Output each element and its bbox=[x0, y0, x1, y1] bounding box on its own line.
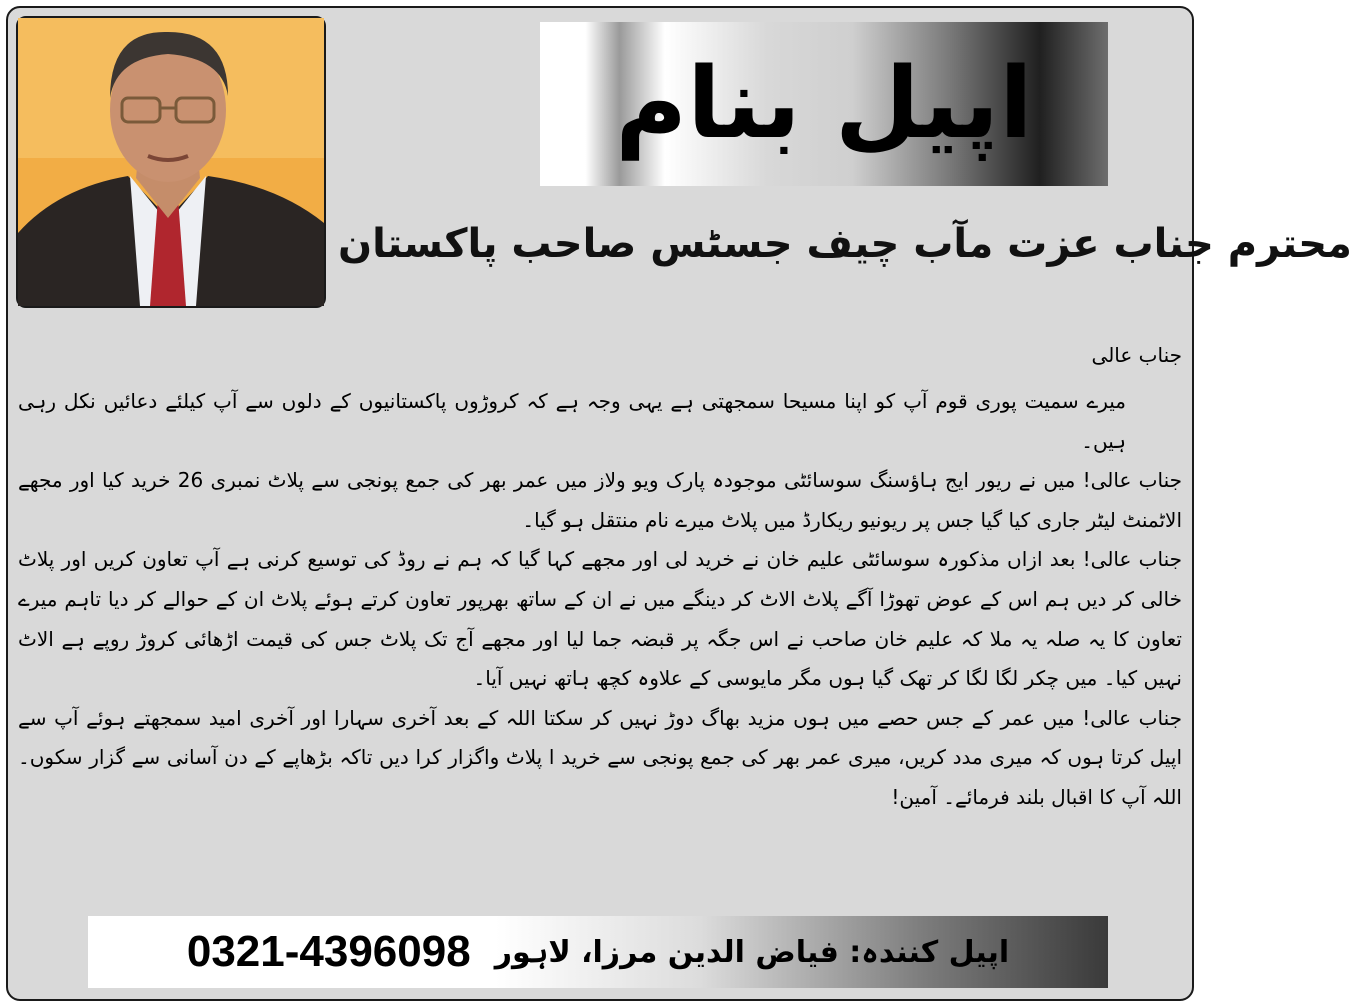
paragraph-4: جناب عالی! میں عمر کے جس حصے میں ہوں مزید بھاگ دوڑ نہیں کر سکتا اللہ کے بعد آخری سہارا اور آخری امید سمجھتے ہوئے آپ سے اپیل کرتا ہوں کہ میری مدد کریں، میری عمر بھر کی جمع پونجی سے خرید ا پلاٹ واگزار کرا دیں تاکہ بڑھاپے کے دن آسانی سے گزار سکوں۔ اللہ آپ کا اقبال بلند فرمائے۔ آمین! bbox=[18, 705, 1182, 809]
appeal-title: اپیل بنام bbox=[615, 47, 1033, 161]
appellant-banner bbox=[88, 916, 1108, 988]
portrait-photo bbox=[16, 16, 326, 308]
paragraph-1: میرے سمیت پوری قوم آپ کو اپنا مسیحا سمجھتی ہے یہی وجہ ہے کہ کروڑوں پاکستانیوں کے دلوں سے آپ کیلئے دعائیں نکل رہی ہیں۔ bbox=[18, 389, 1126, 453]
letter-body bbox=[18, 338, 1182, 818]
addressee-heading: محترم جناب عزت مآب چیف جسٹس صاحب پاکستان bbox=[338, 221, 1352, 267]
appeal-advertisement bbox=[6, 6, 1352, 1001]
portrait-illustration bbox=[18, 18, 324, 306]
title-banner bbox=[540, 22, 1108, 186]
salutation: جناب عالی bbox=[1091, 343, 1182, 367]
paragraph-2: جناب عالی! میں نے ریور ایج ہاؤسنگ سوسائٹی موجودہ پارک ویو ولاز میں عمر بھر کی جمع پونجی سے پلاٹ نمبری 26 خرید کیا اور مجھے الاٹمنٹ لیٹر جاری کیا گیا جس پر ریونیو ریکارڈ میں پلاٹ میرے نام منتقل ہو گیا۔ bbox=[18, 468, 1183, 532]
appellant-name: اپیل کنندہ: فیاض الدین مرزا، لاہور bbox=[494, 934, 1010, 970]
paragraph-3: جناب عالی! بعد ازاں مذکورہ سوسائٹی علیم خان نے خرید لی اور مجھے کہا گیا کہ ہم نے روڈ کی توسیع کرنی ہے آپ تعاون کریں اور پلاٹ خالی کر دیں ہم اس کے عوض تھوڑا آگے پلاٹ الاٹ کر دینگے میں نے ان کے ساتھ بھرپور تعاون کرتے ہوئے پلاٹ ان کے حوالے کر دیا تاہم میرے تعاون کا یہ صلہ یہ ملا کہ علیم خان صاحب نے اس جگہ پر قبضہ جما لیا اور مجھے آج تک پلاٹ جس کی قیمت اڑھائی کروڑ روپے ہے الاٹ نہیں کیا۔ میں چکر لگا لگا کر تھک گیا ہوں مگر مایوسی کے علاوہ کچھ ہاتھ نہیں آیا۔ bbox=[18, 547, 1182, 691]
phone-number: 0321-4396098 bbox=[186, 927, 471, 976]
